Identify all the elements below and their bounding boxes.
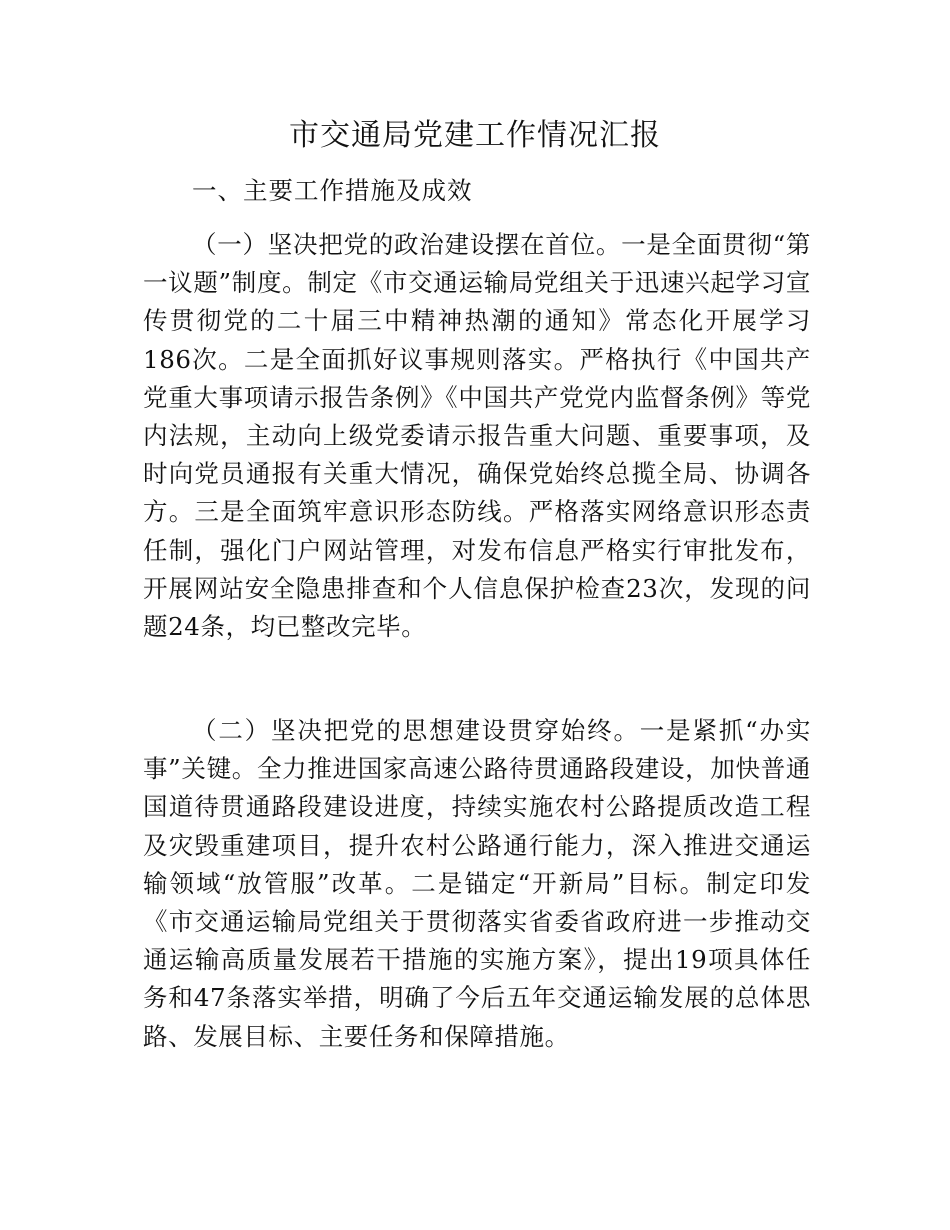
document-title: 市交通局党建工作情况汇报 bbox=[289, 118, 661, 153]
paragraph-political-construction: （一）坚决把党的政治建设摆在首位。一是全面贯彻“第一议题”制度。制定《市交通运输局党组关于迅速兴起学习宣传贯彻党的二十届三中精神热潮的通知》常态化开展学习186次。二是全面抓好议事规则落实。严格执行《中国共产党重大事项请示报告条例》《中国共产党党内监督条例》等党内法规，主动向上级党委请示报告重大问题、重要事项，及时向党员通报有关重大情况，确保党始终总揽全局、协调各方。三是全面筑牢意识形态防线。严格落实网络意识形态责任制，强化门户网站管理，对发布信息严格实行审批发布，开展网站安全隐患排查和个人信息保护检查23次，发现的问题24条，均已整改完毕。 bbox=[143, 230, 811, 642]
paragraph-ideological-construction: （二）坚决把党的思想建设贯穿始终。一是紧抓“办实事”关键。全力推进国家高速公路待贯通路段建设，加快普通国道待贯通路段建设进度，持续实施农村公路提质改造工程及灾毁重建项目，提升农村公路通行能力，深入推进交通运输领域“放管服”改革。二是锚定“开新局”目标。制定印发《市交通运输局党组关于贯彻落实省委省政府进一步推动交通运输高质量发展若干措施的实施方案》，提出19项具体任务和47条落实举措，明确了今后五年交通运输发展的总体思路、发展目标、主要任务和保障措施。 bbox=[143, 716, 811, 1051]
section-heading: 一、主要工作措施及成效 bbox=[192, 176, 473, 205]
